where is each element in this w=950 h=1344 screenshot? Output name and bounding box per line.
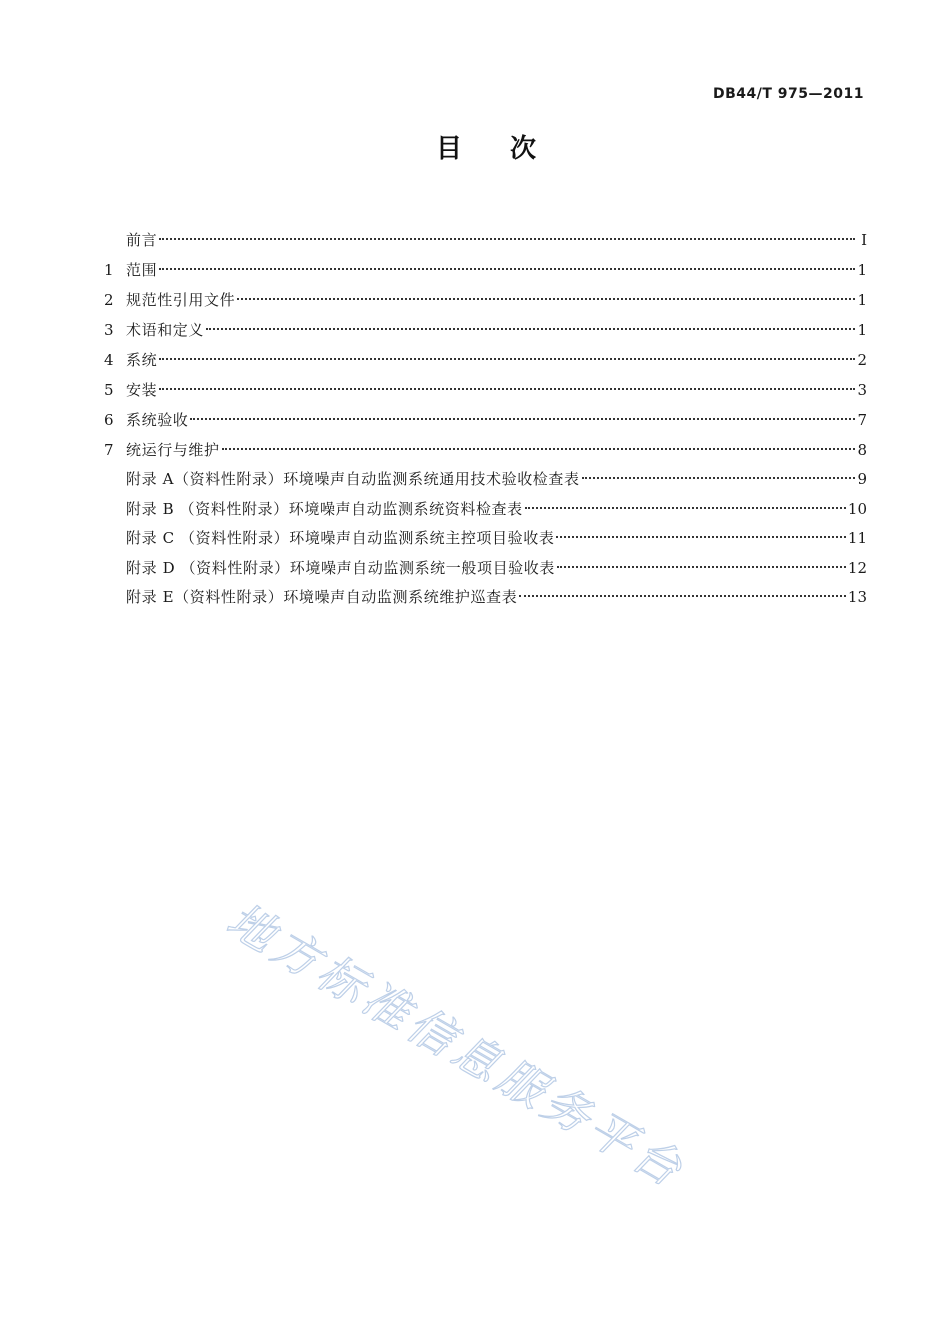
toc-entry-page: 12	[847, 558, 867, 577]
toc-leader-dots	[159, 388, 855, 390]
toc-entry-label: 附录 B （资料性附录）环境噪声自动监测系统资料检查表	[126, 499, 523, 518]
toc-entry[interactable]	[100, 285, 867, 315]
toc-entry-page: I	[861, 231, 867, 249]
toc-leader-dots	[525, 507, 846, 509]
toc-entry-page: 2	[857, 351, 867, 369]
toc-entry[interactable]	[100, 225, 867, 255]
toc-entry-page: 8	[857, 441, 867, 459]
toc-entry-label: 附录 A（资料性附录）环境噪声自动监测系统通用技术验收检查表	[126, 470, 580, 488]
toc-entry-label: 前言	[126, 231, 158, 249]
toc-entry[interactable]	[100, 495, 867, 525]
toc-entry-page: 1	[857, 261, 867, 279]
toc-leader-dots	[519, 595, 846, 597]
toc-entry-number: 1	[104, 261, 114, 279]
document-code: DB44/T 975—2011	[713, 86, 864, 102]
toc-entry[interactable]	[100, 583, 867, 613]
toc-entry-label: 附录 E（资料性附录）环境噪声自动监测系统维护巡查表	[126, 588, 518, 606]
toc-entry-number: 4	[104, 351, 114, 369]
toc-entry-label: 范围	[126, 261, 158, 279]
toc-entry-label: 附录 C （资料性附录）环境噪声自动监测系统主控项目验收表	[126, 529, 555, 547]
toc-entry-label: 统运行与维护	[126, 441, 220, 459]
toc-entry-label: 附录 D （资料性附录）环境噪声自动监测系统一般项目验收表	[126, 558, 555, 577]
toc-leader-dots	[206, 328, 855, 330]
toc-entry-page: 3	[857, 381, 867, 399]
toc-entry-page: 11	[847, 529, 867, 547]
toc-entry[interactable]	[100, 375, 867, 405]
toc-entry[interactable]	[100, 345, 867, 375]
toc-entry-label: 安装	[126, 381, 158, 399]
toc-entry[interactable]	[100, 255, 867, 285]
toc-leader-dots	[159, 238, 855, 240]
toc-entry-number: 3	[104, 321, 114, 339]
toc-entry-page: 10	[847, 499, 867, 518]
toc-entry-number: 2	[104, 291, 114, 309]
toc-entry-page: 13	[847, 588, 867, 606]
toc-entry-label: 系统	[126, 351, 158, 369]
toc-entry-number: 7	[104, 441, 114, 459]
toc-leader-dots	[222, 448, 855, 450]
watermark-text: 地方标准信息服务平台	[218, 892, 696, 1199]
toc-leader-dots	[159, 268, 855, 270]
toc-leader-dots	[159, 358, 855, 360]
toc-entry[interactable]	[100, 554, 867, 584]
toc-entry[interactable]	[100, 435, 867, 465]
toc-entry[interactable]	[100, 465, 867, 495]
table-of-contents	[100, 225, 867, 613]
toc-leader-dots	[557, 566, 846, 568]
toc-entry[interactable]	[100, 405, 867, 435]
toc-entry-number: 6	[104, 411, 114, 429]
toc-entry[interactable]	[100, 315, 867, 345]
toc-entry-label: 系统验收	[126, 411, 189, 429]
toc-entry-label: 规范性引用文件	[126, 291, 236, 309]
toc-entry[interactable]	[100, 524, 867, 554]
toc-entry-number: 5	[104, 381, 114, 399]
toc-leader-dots	[582, 477, 855, 479]
toc-entry-page: 1	[857, 321, 867, 339]
toc-leader-dots	[237, 298, 855, 300]
toc-entry-page: 9	[857, 470, 867, 488]
toc-leader-dots	[556, 536, 845, 538]
toc-entry-page: 7	[857, 411, 867, 429]
toc-leader-dots	[190, 418, 855, 420]
toc-entry-page: 1	[857, 291, 867, 309]
toc-title: 目次	[435, 134, 584, 164]
toc-entry-label: 术语和定义	[126, 321, 205, 339]
